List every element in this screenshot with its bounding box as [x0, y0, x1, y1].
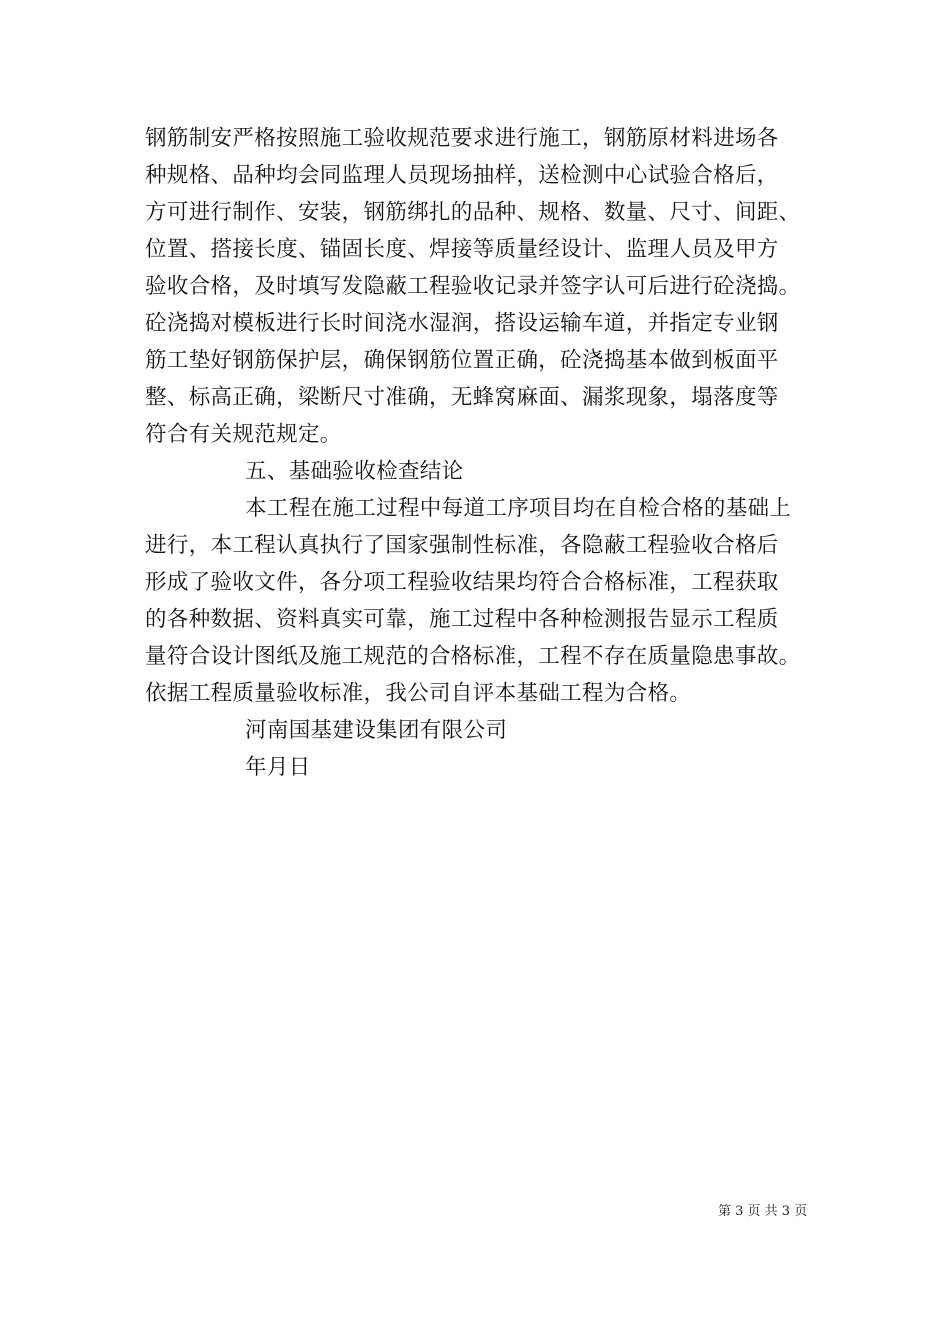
- body-text-line: 验收合格，及时填写发隐蔽工程验收记录并签字认可后进行砼浇捣。: [145, 274, 801, 299]
- body-text-line: 进行，本工程认真执行了国家强制性标准，各隐蔽工程验收合格后: [145, 533, 779, 558]
- page-number: 第 3 页 共 3 页: [718, 1204, 808, 1219]
- body-text-line: 砼浇捣对模板进行长时间浇水湿润，搭设运输车道，并指定专业钢: [145, 311, 779, 336]
- body-text-line: 本工程在施工过程中每道工序项目均在自检合格的基础上: [245, 496, 792, 521]
- body-text-line: 符合有关规范规定。: [145, 422, 342, 447]
- body-text-line: 筋工垫好钢筋保护层，确保钢筋位置正确，砼浇捣基本做到板面平: [145, 348, 779, 373]
- body-text-line: 方可进行制作、安装，钢筋绑扎的品种、规格、数量、尺寸、间距、: [145, 200, 801, 225]
- body-text-line: 钢筋制安严格按照施工验收规范要求进行施工，钢筋原材料进场各: [145, 126, 779, 151]
- body-text-line: 量符合设计图纸及施工规范的合格标准，工程不存在质量隐患事故。: [145, 644, 801, 669]
- section-heading: 五、基础验收检查结论: [245, 459, 464, 484]
- body-text-line: 依据工程质量验收标准，我公司自评本基础工程为合格。: [145, 681, 692, 706]
- body-text-line: 种规格、品种均会同监理人员现场抽样，送检测中心试验合格后，: [145, 163, 779, 188]
- body-text-line: 位置、搭接长度、锚固长度、焊接等质量经设计、监理人员及甲方: [145, 237, 779, 262]
- company-signature: 河南国基建设集团有限公司: [245, 718, 508, 743]
- body-text-line: 的各种数据、资料真实可靠，施工过程中各种检测报告显示工程质: [145, 607, 779, 632]
- body-text-line: 形成了验收文件，各分项工程验收结果均符合合格标准，工程获取: [145, 570, 779, 595]
- date-line: 年月日: [245, 755, 311, 780]
- body-text-line: 整、标高正确，梁断尺寸准确，无蜂窝麻面、漏浆现象，塌落度等: [145, 385, 779, 410]
